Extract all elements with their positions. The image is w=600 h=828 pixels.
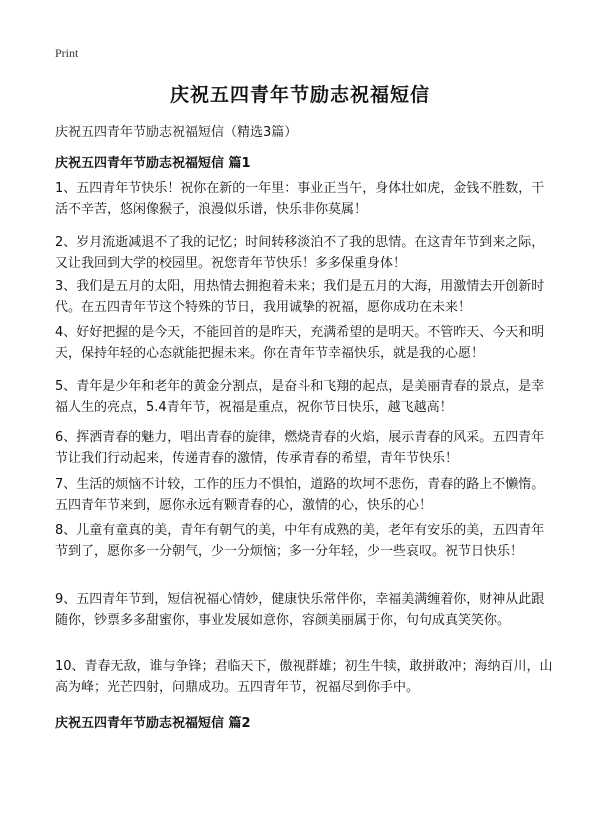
wish-paragraph-7: 7、生活的烦恼不计较，工作的压力不惧怕，道路的坎坷不悲伤，青春的路上不懒惰。五四青年节来到，愿你永远有颗青春的心，激情的心，快乐的心！ (55, 477, 545, 513)
wish-paragraph-4: 4、好好把握的是今天，不能回首的是昨天，充满希望的是明天。不管昨天、今天和明天，保持年轻的心态就能把握未来。你在青年节幸福快乐，就是我的心愿！ (55, 325, 545, 361)
wish-paragraph-2: 2、岁月流逝减退不了我的记忆；时间转移淡泊不了我的思情。在这青年节到来之际，又让我回到大学的校园里。祝您青年节快乐！多多保重身体！ (55, 235, 545, 271)
section-heading-2: 庆祝五四青年节励志祝福短信 篇2 (55, 716, 251, 731)
wish-paragraph-10: 10、青春无敌，谁与争锋；君临天下，傲视群雄；初生牛犊，敢拼敢冲；海纳百川，山高为峰；光芒四射，问鼎成功。五四青年节，祝福尽到你手中。 (55, 659, 553, 695)
wish-paragraph-5: 5、青年是少年和老年的黄金分割点，是奋斗和飞翔的起点，是美丽青春的景点，是幸福人生的亮点，5.4青年节，祝福是重点，祝你节日快乐，越飞越高！ (55, 379, 545, 415)
wish-paragraph-8: 8、儿童有童真的美，青年有朝气的美，中年有成熟的美，老年有安乐的美，五四青年节到了，愿你多一分朝气，少一分烦恼；多一分年轻，少一些哀叹。祝节日快乐！ (55, 523, 545, 559)
wish-paragraph-9: 9、五四青年节到，短信祝福心情妙，健康快乐常伴你，幸福美满缠着你，财神从此跟随你，钞票多多甜蜜你，事业发展如意你，容颜美丽属于你，句句成真笑笑你。 (55, 592, 545, 628)
document-title: 庆祝五四青年节励志祝福短信 (169, 84, 430, 106)
print-link[interactable]: Print (55, 46, 79, 60)
wish-paragraph-6: 6、挥洒青春的魅力，唱出青春的旋律，燃烧青春的火焰，展示青春的风采。五四青年节让我们行动起来，传递青春的激情，传承青春的希望，青年节快乐！ (55, 430, 545, 466)
section-heading-1: 庆祝五四青年节励志祝福短信 篇1 (55, 156, 251, 171)
document-subtitle: 庆祝五四青年节励志祝福短信（精选3篇） (55, 125, 298, 140)
wish-paragraph-1: 1、五四青年节快乐！祝你在新的一年里：事业正当午，身体壮如虎，金钱不胜数，干活不辛苦，悠闲像猴子，浪漫似乐谱，快乐非你莫属！ (55, 181, 545, 217)
wish-paragraph-3: 3、我们是五月的太阳，用热情去拥抱着未来；我们是五月的大海，用激情去开创新时代。在五四青年节这个特殊的节日，我用诚挚的祝福，愿你成功在未来！ (55, 279, 545, 315)
